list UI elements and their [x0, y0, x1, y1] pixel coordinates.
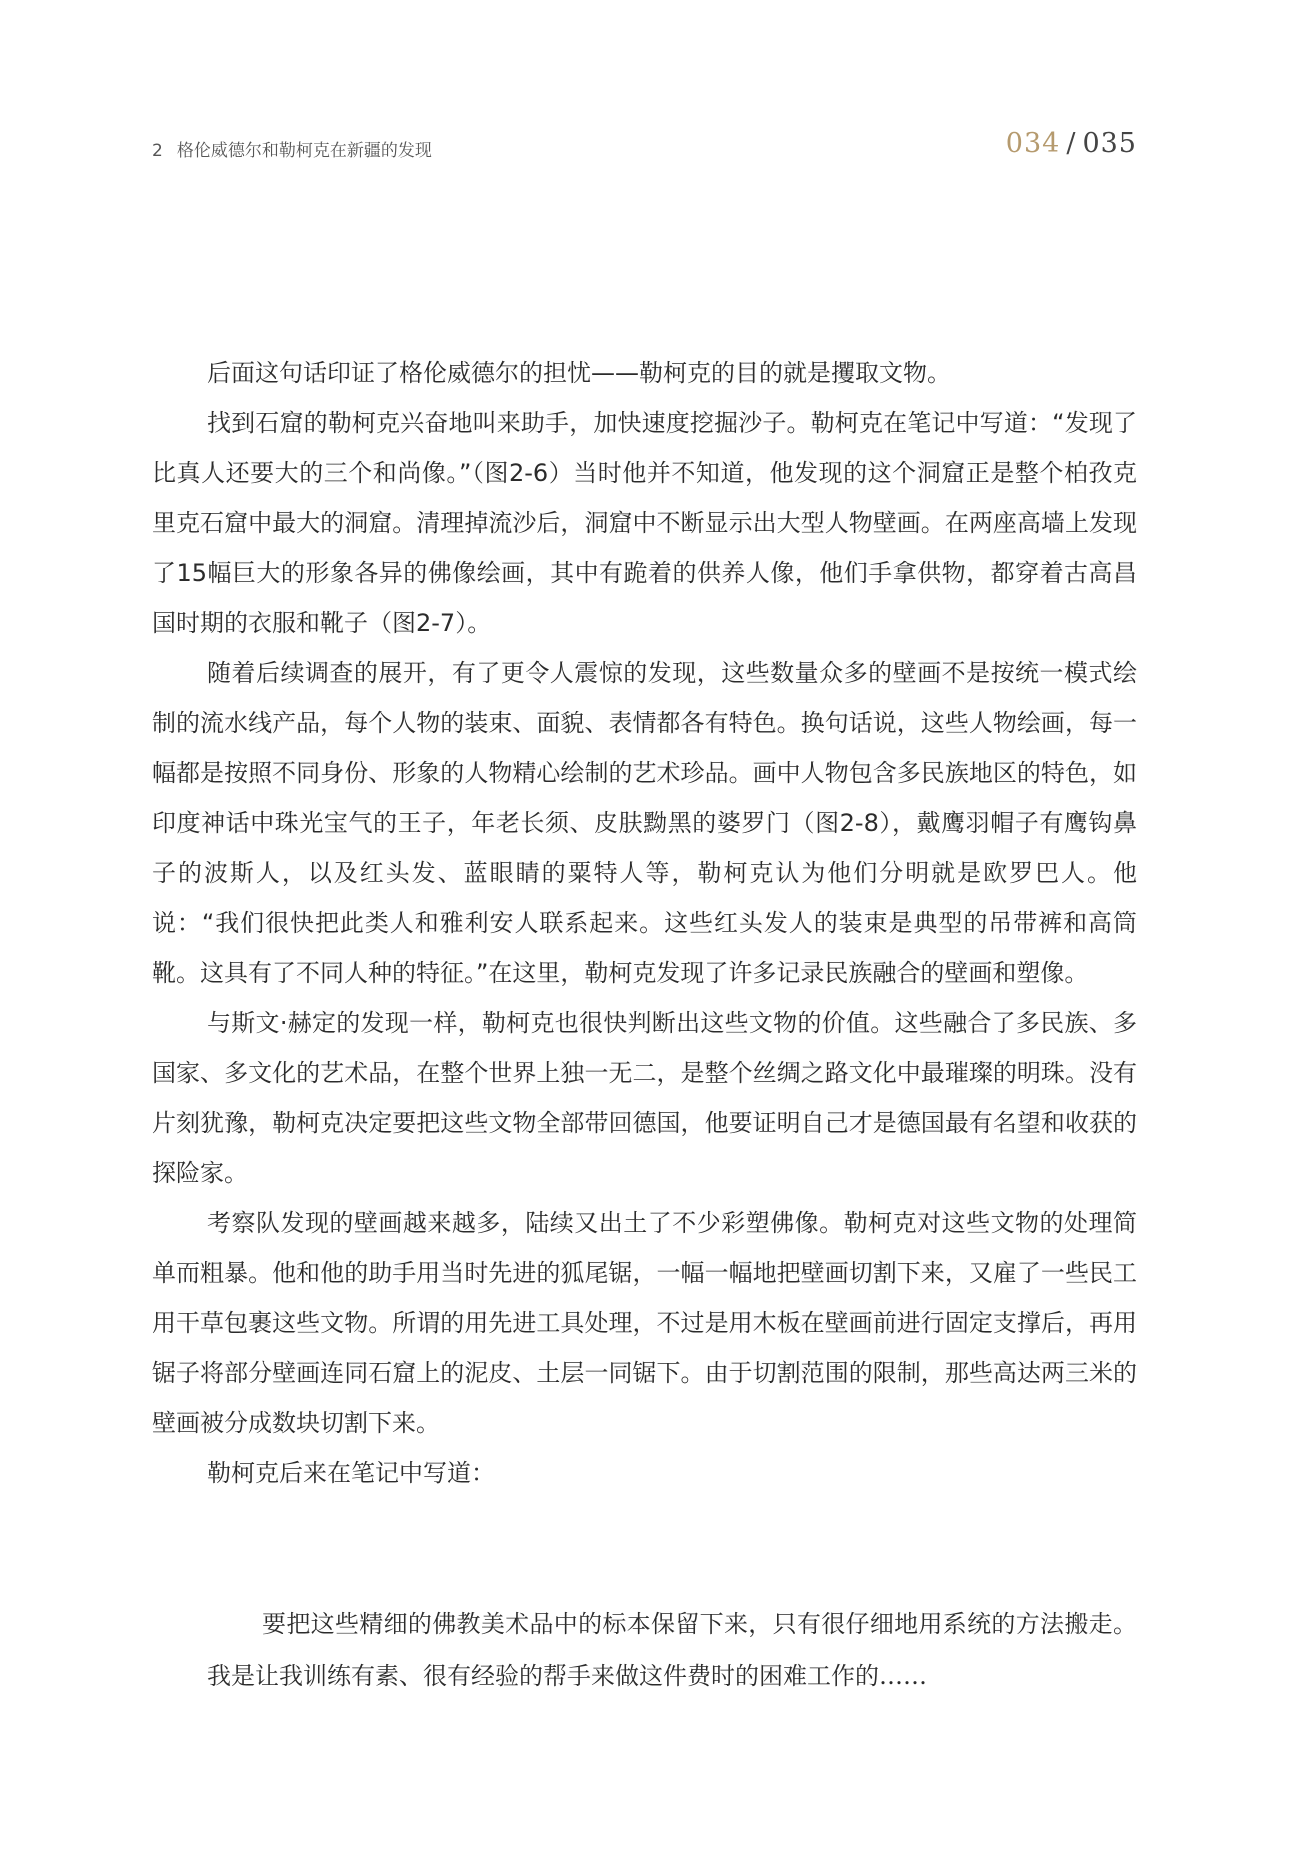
page-numbers	[1006, 128, 1137, 159]
chapter-heading	[152, 136, 432, 161]
paragraph-3: 随着后续调查的展开，有了更令人震惊的发现，这些数量众多的壁画不是按统一模式绘制的流水线产品，每个人物的装束、面貌、表情都各有特色。换句话说，这些人物绘画，每一幅都是按照不同身份、形象的人物精心绘制的艺术珍品。画中人物包含多民族地区的特色，如印度神话中珠光宝气的王子，年老长须、皮肤黝黑的婆罗门（图2-8），戴鹰羽帽子有鹰钩鼻子的波斯人，以及红头发、蓝眼睛的粟特人等，勒柯克认为他们分明就是欧罗巴人。他说：“我们很快把此类人和雅利安人联系起来。这些红头发人的装束是典型的吊带裤和高筒靴。这具有了不同人种的特征。”在这里，勒柯克发现了许多记录民族融合的壁画和塑像。	[152, 659, 1137, 987]
current-page-number: 034	[1005, 128, 1061, 159]
paragraph-6: 勒柯克后来在笔记中写道：	[207, 1459, 495, 1487]
body-text	[152, 348, 1137, 1498]
running-header	[152, 128, 1137, 168]
quote-paragraph: 要把这些精细的佛教美术品中的标本保留下来，只有很仔细地用系统的方法搬走。我是让我训练有素、很有经验的帮手来做这件费时的困难工作的……	[207, 1610, 1137, 1690]
paragraph-2: 找到石窟的勒柯克兴奋地叫来助手，加快速度挖掘沙子。勒柯克在笔记中写道：“发现了比真人还要大的三个和尚像。”（图2-6）当时他并不知道，他发现的这个洞窟正是整个柏孜克里克石窟中最大的洞窟。清理掉流沙后，洞窟中不断显示出大型人物壁画。在两座高墙上发现了15幅巨大的形象各异的佛像绘画，其中有跪着的供养人像，他们手拿供物，都穿着古高昌国时期的衣服和靴子（图2-7）。	[152, 409, 1137, 637]
block-quote	[152, 1598, 1137, 1702]
page-separator: /	[1066, 128, 1077, 159]
facing-page-number: 035	[1082, 128, 1137, 159]
chapter-number: 2	[152, 141, 163, 161]
paragraph-1: 后面这句话印证了格伦威德尔的担忧——勒柯克的目的就是攫取文物。	[207, 359, 951, 387]
chapter-title: 格伦威德尔和勒柯克在新疆的发现	[176, 141, 432, 161]
paragraph-4: 与斯文·赫定的发现一样，勒柯克也很快判断出这些文物的价值。这些融合了多民族、多国家、多文化的艺术品，在整个世界上独一无二，是整个丝绸之路文化中最璀璨的明珠。没有片刻犹豫，勒柯克决定要把这些文物全部带回德国，他要证明自己才是德国最有名望和收获的探险家。	[152, 1009, 1137, 1187]
paragraph-5: 考察队发现的壁画越来越多，陆续又出土了不少彩塑佛像。勒柯克对这些文物的处理简单而粗暴。他和他的助手用当时先进的狐尾锯，一幅一幅地把壁画切割下来，又雇了一些民工用干草包裹这些文物。所谓的用先进工具处理，不过是用木板在壁画前进行固定支撑后，再用锯子将部分壁画连同石窟上的泥皮、土层一同锯下。由于切割范围的限制，那些高达两三米的壁画被分成数块切割下来。	[152, 1209, 1137, 1437]
